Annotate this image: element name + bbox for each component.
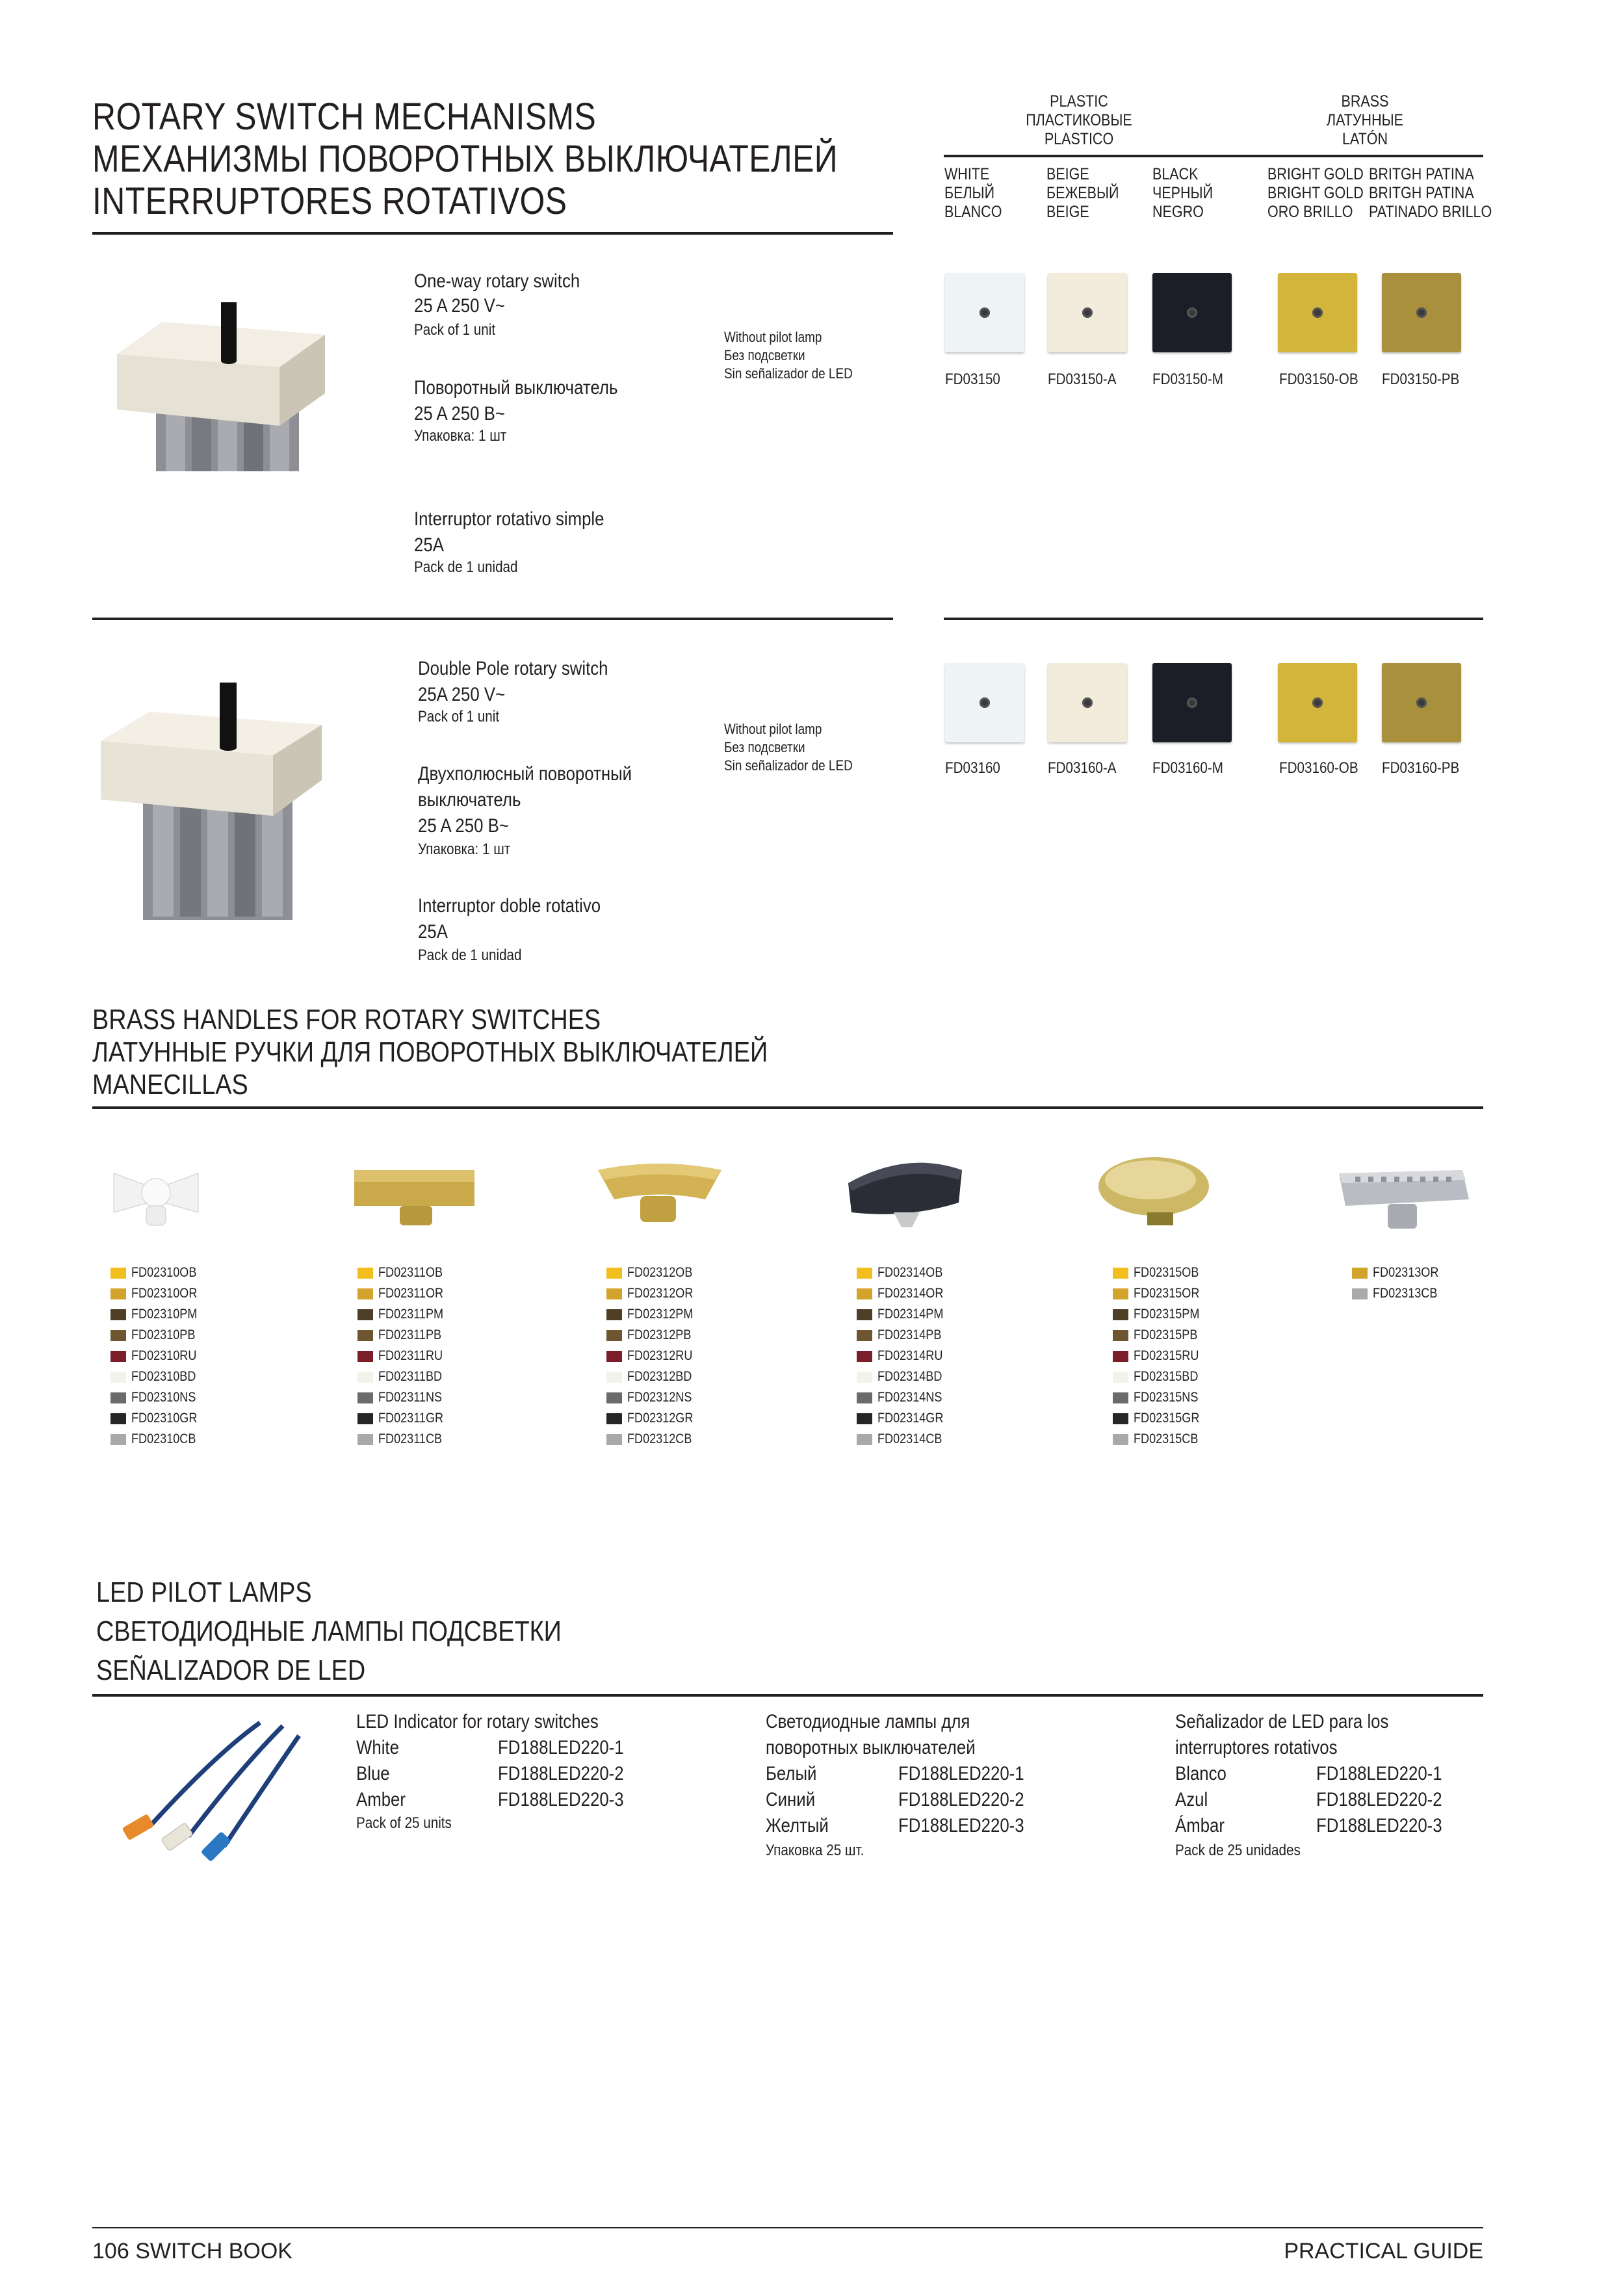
finish-code: FD02310RU — [131, 1348, 197, 1363]
finish-code: FD02310NS — [131, 1390, 196, 1405]
finish-row — [1113, 1325, 1210, 1346]
product-1-ru-name: Поворотный выключатель — [414, 377, 618, 398]
finish-swatch — [357, 1288, 373, 1299]
finish-swatch — [1113, 1392, 1128, 1403]
led-en-blue: Blue — [356, 1763, 390, 1784]
finish-row — [1113, 1283, 1210, 1304]
led-ru-code-1: FD188LED220-1 — [898, 1763, 1024, 1784]
plate-patina — [1382, 273, 1461, 352]
finish-swatch — [1352, 1288, 1368, 1299]
finish-code: FD02310BD — [131, 1369, 196, 1384]
plate-white — [945, 273, 1024, 352]
finish-row — [110, 1429, 208, 1450]
finish-code: FD02314OR — [877, 1286, 944, 1301]
finish-swatch — [357, 1268, 373, 1279]
product-1-ru-rating: 25 A 250 B~ — [414, 403, 505, 424]
handles-title-ru: ЛАТУННЫЕ РУЧКИ ДЛЯ ПОВОРОТНЫХ ВЫКЛЮЧАТЕЛЕЙ — [92, 1036, 768, 1068]
finish-code: FD02310GR — [131, 1411, 198, 1426]
finish-swatch — [857, 1392, 872, 1403]
finish-row — [857, 1283, 954, 1304]
handle-finishes-fd02312 — [606, 1262, 704, 1450]
finish-swatch — [1113, 1268, 1128, 1279]
led-title-ru: СВЕТОДИОДНЫЕ ЛАМПЫ ПОДСВЕТКИ — [96, 1615, 562, 1647]
finish-row — [606, 1429, 704, 1450]
finish-row — [606, 1283, 704, 1304]
led-ru-heading: Светодиодные лампы для — [766, 1711, 970, 1732]
finish-swatch — [1113, 1330, 1128, 1341]
plate-black — [1152, 663, 1232, 742]
finish-row — [110, 1283, 208, 1304]
finish-code: FD02313OR — [1373, 1265, 1439, 1280]
plate-bright-gold — [1278, 663, 1357, 742]
finish-swatch — [357, 1372, 373, 1383]
finish-swatch — [110, 1268, 126, 1279]
finish-code: FD02312OR — [627, 1286, 694, 1301]
finish-row — [1352, 1262, 1449, 1283]
col-patina: BRITGH PATINA BRITGH PATINA PATINADO BRILLO — [1369, 165, 1492, 221]
finish-swatch — [1113, 1372, 1128, 1383]
led-es-heading-line2: interruptores rotativos — [1175, 1737, 1338, 1758]
finish-row — [606, 1387, 704, 1408]
led-es-white: Blanco — [1175, 1763, 1227, 1784]
finish-code: FD02315CB — [1134, 1431, 1199, 1446]
led-en-pack: Pack of 25 units — [356, 1814, 452, 1832]
finish-code: FD02313CB — [1373, 1286, 1438, 1301]
led-en-white: White — [356, 1737, 399, 1758]
led-title-en: LED PILOT LAMPS — [96, 1576, 312, 1608]
finish-code: FD02310PM — [131, 1307, 198, 1322]
led-es-pack: Pack de 25 unidades — [1175, 1842, 1301, 1859]
led-divider — [92, 1694, 1483, 1697]
product-1-code-gold: FD03150-OB — [1279, 371, 1358, 388]
finish-row — [606, 1346, 704, 1366]
finish-swatch — [606, 1309, 622, 1320]
finish-code: FD02312RU — [627, 1348, 693, 1363]
finish-row — [857, 1408, 954, 1429]
handle-oval-gold-image — [1092, 1151, 1215, 1235]
finish-swatch — [357, 1351, 373, 1362]
finish-row — [606, 1408, 704, 1429]
finish-swatch — [357, 1413, 373, 1424]
finish-code: FD02314NS — [877, 1390, 942, 1405]
finish-swatch — [110, 1392, 126, 1403]
product-1-code-black: FD03150-M — [1152, 371, 1223, 388]
product-2-es-pack: Pack de 1 unidad — [418, 946, 522, 964]
finish-swatch — [606, 1372, 622, 1383]
finish-row — [357, 1304, 454, 1325]
col-brass-ru: ЛАТУННЫЕ — [1326, 111, 1403, 129]
product-divider-left — [92, 618, 893, 620]
led-es-code-1: FD188LED220-1 — [1316, 1763, 1442, 1784]
col-brass-en: BRASS — [1341, 92, 1389, 111]
finish-code: FD02315PB — [1134, 1327, 1198, 1342]
finish-code: FD02312BD — [627, 1369, 692, 1384]
finish-row — [357, 1325, 454, 1346]
finish-row — [357, 1387, 454, 1408]
finish-row — [357, 1283, 454, 1304]
col-beige: BEIGE БЕЖЕВЫЙ BEIGE — [1046, 165, 1119, 221]
finish-row — [857, 1366, 954, 1387]
finish-row — [606, 1325, 704, 1346]
finish-code: FD02315OB — [1134, 1265, 1199, 1280]
finish-code: FD02311OB — [378, 1265, 443, 1280]
column-divider — [944, 155, 1483, 157]
finish-swatch — [357, 1330, 373, 1341]
handle-bar-gold-image — [351, 1157, 481, 1235]
finish-code: FD02314GR — [877, 1411, 944, 1426]
finish-swatch — [110, 1413, 126, 1424]
finish-row — [1113, 1429, 1210, 1450]
product-2-code-gold: FD03160-OB — [1279, 759, 1358, 777]
finish-row — [110, 1346, 208, 1366]
footer-right: PRACTICAL GUIDE — [1284, 2239, 1483, 2263]
led-en-code-1: FD188LED220-1 — [498, 1737, 624, 1758]
finish-row — [857, 1304, 954, 1325]
finish-swatch — [606, 1351, 622, 1362]
finish-swatch — [857, 1330, 872, 1341]
handle-finishes-fd02311 — [357, 1262, 454, 1450]
led-en-code-2: FD188LED220-2 — [498, 1763, 624, 1784]
finish-swatch — [857, 1288, 872, 1299]
col-plastic-ru: ПЛАСТИКОВЫЕ — [1026, 111, 1132, 129]
finish-row — [1113, 1408, 1210, 1429]
page-title-ru: МЕХАНИЗМЫ ПОВОРОТНЫХ ВЫКЛЮЧАТЕЛЕЙ — [92, 138, 838, 180]
finish-swatch — [1113, 1309, 1128, 1320]
product-1-es-pack: Pack de 1 unidad — [414, 558, 518, 576]
page-title-en: ROTARY SWITCH MECHANISMS — [92, 96, 597, 138]
finish-swatch — [606, 1330, 622, 1341]
finish-code: FD02311NS — [378, 1390, 443, 1405]
col-brass — [1281, 92, 1449, 149]
product-2-ru-name: Двухполюсный поворотный — [418, 763, 632, 785]
col-white: WHITE БЕЛЫЙ BLANCO — [944, 165, 1002, 221]
handle-finishes-fd02310 — [110, 1262, 208, 1450]
led-ru-code-3: FD188LED220-3 — [898, 1815, 1024, 1836]
finish-code: FD02311GR — [378, 1411, 444, 1426]
finish-swatch — [1113, 1434, 1128, 1445]
finish-swatch — [606, 1434, 622, 1445]
finish-row — [1352, 1283, 1449, 1304]
finish-row — [357, 1429, 454, 1450]
finish-swatch — [1352, 1268, 1368, 1279]
finish-code: FD02314CB — [877, 1431, 942, 1446]
led-ru-code-2: FD188LED220-2 — [898, 1789, 1024, 1810]
finish-swatch — [606, 1413, 622, 1424]
finish-swatch — [110, 1351, 126, 1362]
finish-row — [857, 1429, 954, 1450]
led-ru-heading-line2: поворотных выключателей — [766, 1737, 976, 1758]
led-ru-amber: Желтый — [766, 1815, 829, 1836]
finish-code: FD02312GR — [627, 1411, 694, 1426]
rotary-switch-image — [110, 296, 357, 491]
product-1-es-name: Interruptor rotativo simple — [414, 508, 604, 530]
plate-black — [1152, 273, 1232, 352]
title-divider — [92, 232, 893, 235]
finish-code: FD02315GR — [1134, 1411, 1200, 1426]
finish-swatch — [857, 1372, 872, 1383]
product-2-es-name: Interruptor doble rotativo — [418, 895, 601, 917]
finish-code: FD02315BD — [1134, 1369, 1199, 1384]
finish-code: FD02312PB — [627, 1327, 692, 1342]
led-en-code-3: FD188LED220-3 — [498, 1789, 624, 1810]
finish-code: FD02312PM — [627, 1307, 694, 1322]
led-ru-white: Белый — [766, 1763, 817, 1784]
finish-code: FD02312CB — [627, 1431, 692, 1446]
finish-swatch — [1113, 1413, 1128, 1424]
finish-row — [606, 1366, 704, 1387]
product-2-en-pack: Pack of 1 unit — [418, 708, 500, 725]
finish-row — [606, 1304, 704, 1325]
handle-finishes-fd02314 — [857, 1262, 954, 1450]
finish-row — [110, 1325, 208, 1346]
finish-code: FD02311OR — [378, 1286, 444, 1301]
led-es-blue: Azul — [1175, 1789, 1208, 1810]
col-brass-es: LATÓN — [1342, 130, 1388, 148]
product-2-code-black: FD03160-M — [1152, 759, 1223, 777]
finish-row — [857, 1346, 954, 1366]
led-es-heading: Señalizador de LED para los — [1175, 1711, 1389, 1732]
finish-swatch — [857, 1351, 872, 1362]
handle-knurled-chrome-image — [1336, 1157, 1472, 1235]
book-title: SWITCH BOOK — [135, 2239, 292, 2263]
product-2-en-rating: 25A 250 V~ — [418, 684, 506, 705]
product-divider-right — [944, 618, 1483, 620]
page-number: 106 — [92, 2239, 129, 2263]
product-2-code-patina: FD03160-PB — [1382, 759, 1460, 777]
finish-row — [606, 1262, 704, 1283]
col-plastic-en: PLASTIC — [1050, 92, 1108, 111]
led-es-code-2: FD188LED220-2 — [1316, 1789, 1442, 1810]
product-1-code-white: FD03150 — [945, 371, 1000, 388]
product-1-en-rating: 25 A 250 V~ — [414, 295, 505, 317]
finish-code: FD02311CB — [378, 1431, 443, 1446]
col-plastic — [978, 92, 1180, 149]
finish-code: FD02314RU — [877, 1348, 943, 1363]
finish-row — [1113, 1262, 1210, 1283]
product-1-lamp-note: Without pilot lamp Без подсветки Sin señalizador de LED — [724, 329, 853, 382]
finish-code: FD02314PM — [877, 1307, 944, 1322]
finish-code: FD02311PM — [378, 1307, 444, 1322]
finish-row — [857, 1387, 954, 1408]
finish-code: FD02310PB — [131, 1327, 196, 1342]
finish-row — [857, 1262, 954, 1283]
finish-swatch — [110, 1434, 126, 1445]
product-2-code-beige: FD03160-A — [1048, 759, 1117, 777]
finish-row — [357, 1366, 454, 1387]
finish-code: FD02312NS — [627, 1390, 692, 1405]
finish-row — [1113, 1387, 1210, 1408]
finish-row — [857, 1325, 954, 1346]
handle-finishes-fd02313 — [1352, 1262, 1449, 1304]
product-2-es-rating: 25A — [418, 921, 448, 943]
handles-title-en: BRASS HANDLES FOR ROTARY SWITCHES — [92, 1004, 601, 1036]
finish-row — [110, 1408, 208, 1429]
finish-swatch — [357, 1309, 373, 1320]
product-1-en-name: One-way rotary switch — [414, 270, 580, 292]
handle-t-white-image — [110, 1157, 201, 1235]
finish-row — [357, 1346, 454, 1366]
finish-code: FD02311PB — [378, 1327, 442, 1342]
finish-swatch — [110, 1372, 126, 1383]
led-ru-pack: Упаковка 25 шт. — [766, 1842, 864, 1859]
product-2-ru-pack: Упаковка: 1 шт — [418, 841, 511, 858]
plate-beige — [1048, 273, 1127, 352]
footer-left — [92, 2238, 292, 2264]
finish-swatch — [1113, 1351, 1128, 1362]
product-1-en-pack: Pack of 1 unit — [414, 321, 496, 339]
handle-black-image — [842, 1151, 972, 1235]
finish-row — [1113, 1366, 1210, 1387]
product-2-ru-rating: 25 A 250 B~ — [418, 815, 509, 837]
led-title-es: SEÑALIZADOR DE LED — [96, 1654, 366, 1686]
handle-lever-gold-image — [595, 1151, 725, 1235]
finish-code: FD02310CB — [131, 1431, 196, 1446]
product-1-ru-pack: Упаковка: 1 шт — [414, 427, 507, 445]
plate-white — [945, 663, 1024, 742]
plate-patina — [1382, 663, 1461, 742]
finish-row — [357, 1408, 454, 1429]
plate-bright-gold — [1278, 273, 1357, 352]
finish-code: FD02314OB — [877, 1265, 943, 1280]
finish-row — [1113, 1346, 1210, 1366]
finish-code: FD02315PM — [1134, 1307, 1200, 1322]
finish-swatch — [857, 1434, 872, 1445]
finish-swatch — [357, 1434, 373, 1445]
page-title-es: INTERRUPTORES ROTATIVOS — [92, 180, 567, 222]
finish-swatch — [1113, 1288, 1128, 1299]
led-en-heading: LED Indicator for rotary switches — [356, 1711, 599, 1732]
finish-row — [357, 1262, 454, 1283]
finish-swatch — [606, 1268, 622, 1279]
finish-swatch — [606, 1288, 622, 1299]
product-1-code-beige: FD03150-A — [1048, 371, 1117, 388]
footer-divider — [92, 2227, 1483, 2228]
product-1-es-rating: 25A — [414, 534, 444, 556]
led-en-amber: Amber — [356, 1789, 406, 1810]
finish-row — [110, 1304, 208, 1325]
finish-code: FD02310OR — [131, 1286, 198, 1301]
finish-swatch — [857, 1309, 872, 1320]
col-plastic-es: PLASTICO — [1044, 130, 1114, 148]
finish-swatch — [857, 1268, 872, 1279]
finish-code: FD02311RU — [378, 1348, 443, 1363]
finish-swatch — [606, 1392, 622, 1403]
handle-finishes-fd02315 — [1113, 1262, 1210, 1450]
handles-divider — [92, 1106, 1483, 1109]
finish-code: FD02310OB — [131, 1265, 197, 1280]
finish-row — [110, 1262, 208, 1283]
finish-code: FD02315OR — [1134, 1286, 1200, 1301]
finish-row — [1113, 1304, 1210, 1325]
finish-code: FD02312OB — [627, 1265, 693, 1280]
finish-row — [110, 1387, 208, 1408]
handles-title-es: MANECILLAS — [92, 1069, 248, 1101]
double-pole-switch-image — [97, 683, 357, 930]
finish-swatch — [110, 1288, 126, 1299]
finish-code: FD02314BD — [877, 1369, 942, 1384]
finish-code: FD02314PB — [877, 1327, 942, 1342]
led-es-code-3: FD188LED220-3 — [1316, 1815, 1442, 1836]
product-2-en-name: Double Pole rotary switch — [418, 658, 608, 679]
finish-code: FD02315RU — [1134, 1348, 1199, 1363]
plate-beige — [1048, 663, 1127, 742]
finish-code: FD02311BD — [378, 1369, 443, 1384]
led-lamps-image — [110, 1716, 305, 1866]
led-es-amber: Ámbar — [1175, 1815, 1225, 1836]
finish-swatch — [857, 1413, 872, 1424]
finish-swatch — [110, 1330, 126, 1341]
col-black: BLACK ЧЕРНЫЙ NEGRO — [1152, 165, 1214, 221]
col-gold: BRIGHT GOLD BRIGHT GOLD ORO BRILLO — [1267, 165, 1364, 221]
finish-code: FD02315NS — [1134, 1390, 1199, 1405]
led-ru-blue: Синий — [766, 1789, 816, 1810]
finish-swatch — [357, 1392, 373, 1403]
product-2-code-white: FD03160 — [945, 759, 1000, 777]
product-2-ru-name-line2: выключатель — [418, 789, 521, 811]
product-2-lamp-note: Without pilot lamp Без подсветки Sin señalizador de LED — [724, 721, 853, 774]
finish-row — [110, 1366, 208, 1387]
product-1-code-patina: FD03150-PB — [1382, 371, 1460, 388]
finish-swatch — [110, 1309, 126, 1320]
